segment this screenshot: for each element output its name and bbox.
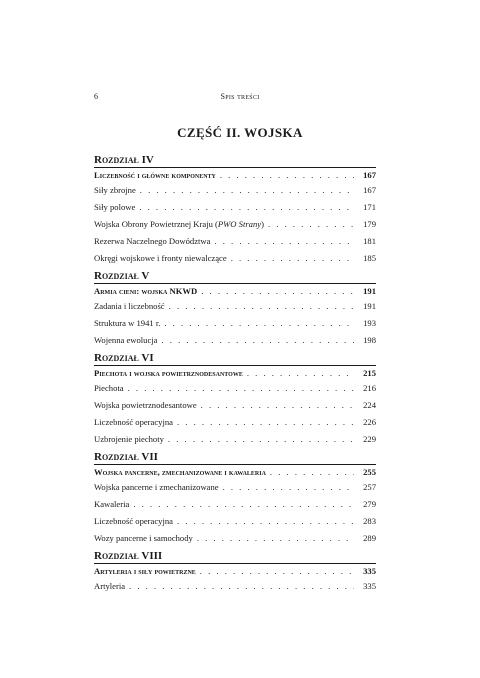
leader-dots [164, 315, 354, 332]
leader-dots [231, 250, 354, 267]
leader-dots [169, 298, 354, 315]
leader-dots [139, 199, 354, 216]
leader-dots [201, 284, 354, 298]
page-ref: 335 [363, 581, 376, 591]
leader-dots [223, 479, 354, 496]
leader-dots [133, 496, 354, 513]
chapter-heading-row[interactable] [94, 284, 376, 298]
toc-entry[interactable] [94, 414, 376, 431]
entry-title: Struktura w 1941 r. [94, 318, 161, 328]
entry-title: Siły polowe [94, 202, 136, 212]
toc-entry[interactable] [94, 513, 376, 530]
chapter-heading: Piechota i wojska powietrznodesantowe [94, 368, 243, 378]
chapter-7 [94, 451, 376, 547]
entry-title: Rezerwa Naczelnego Dowództwa [94, 236, 211, 246]
page-ref: 167 [363, 170, 376, 180]
toc-entry[interactable] [94, 578, 376, 595]
entry-title [94, 216, 264, 233]
leader-dots [168, 431, 354, 448]
chapter-heading: Artyleria i siły powietrzne [94, 566, 196, 576]
page-ref: 191 [363, 301, 376, 311]
leader-dots [268, 216, 354, 233]
leader-dots [177, 414, 354, 431]
toc-entry[interactable] [94, 298, 376, 315]
page-ref: 216 [363, 383, 376, 393]
chapter-heading: Armia cieni: wojska NKWD [94, 286, 198, 296]
toc-entry[interactable] [94, 199, 376, 216]
chapter-8 [94, 550, 376, 595]
leader-dots [247, 366, 354, 380]
toc-entry[interactable] [94, 431, 376, 448]
running-title: Spis treści [220, 92, 260, 101]
leader-dots [129, 578, 354, 595]
leader-dots [220, 168, 354, 182]
entry-title: Wojska powietrznodesantowe [94, 400, 197, 410]
entry-title: Piechota [94, 383, 124, 393]
toc-entry[interactable] [94, 182, 376, 199]
chapter-5 [94, 270, 376, 349]
toc-entry[interactable] [94, 530, 376, 547]
chapter-label: Rozdział IV [94, 154, 154, 166]
page-ref: 191 [363, 286, 376, 296]
page-ref: 198 [363, 335, 376, 345]
chapter-heading-row[interactable] [94, 366, 376, 380]
entry-title: Zadania i liczebność [94, 301, 165, 311]
page-ref: 257 [363, 482, 376, 492]
page-ref: 255 [363, 467, 376, 477]
toc-entry[interactable] [94, 250, 376, 267]
chapter-heading-row[interactable] [94, 168, 376, 182]
entry-title: Liczebność operacyjna [94, 516, 173, 526]
page-ref: 226 [363, 417, 376, 427]
entry-title: Siły zbrojne [94, 185, 136, 195]
chapter-heading: Wojska pancerne, zmechanizowane i kawaleria [94, 467, 266, 477]
entry-title: Uzbrojenie piechoty [94, 434, 164, 444]
leader-dots [128, 380, 354, 397]
chapter-heading-row[interactable] [94, 564, 376, 578]
toc-entry[interactable] [94, 216, 376, 233]
table-of-contents [94, 154, 376, 598]
leader-dots [214, 233, 354, 250]
leader-dots [197, 530, 354, 547]
entry-title: Wojenna ewolucja [94, 335, 158, 345]
leader-dots [177, 513, 354, 530]
page-ref: 224 [363, 400, 376, 410]
chapter-heading: Liczebność i główne komponenty [94, 170, 216, 180]
page-ref: 193 [363, 318, 376, 328]
leader-dots [140, 182, 354, 199]
entry-title-pre: Wojska Obrony Powietrznej Kraju ( [94, 219, 218, 229]
entry-title: Artyleria [94, 581, 126, 591]
page-ref: 335 [363, 566, 376, 576]
entry-title: Liczebność operacyjna [94, 417, 173, 427]
chapter-label: Rozdział VIII [94, 550, 163, 562]
entry-title: Wojska pancerne i zmechanizowane [94, 482, 219, 492]
entry-title: Kawaleria [94, 499, 130, 509]
leader-dots [201, 397, 354, 414]
page-ref: 171 [363, 202, 376, 212]
toc-entry[interactable] [94, 233, 376, 250]
toc-entry[interactable] [94, 479, 376, 496]
chapter-label: Rozdział VII [94, 451, 158, 463]
page-ref: 179 [363, 219, 376, 229]
page-ref: 289 [363, 533, 376, 543]
chapter-label: Rozdział VI [94, 352, 154, 364]
page-ref: 185 [363, 253, 376, 263]
part-title: CZĘŚĆ II. WOJSKA [177, 125, 303, 140]
entry-title-italic: PWO Strany [217, 219, 262, 229]
entry-title-post: ) [261, 219, 264, 229]
page-ref: 167 [363, 185, 376, 195]
page-number: 6 [94, 92, 99, 101]
leader-dots [270, 465, 354, 479]
page-ref: 283 [363, 516, 376, 526]
toc-entry[interactable] [94, 397, 376, 414]
toc-entry[interactable] [94, 315, 376, 332]
entry-title: Wozy pancerne i samochody [94, 533, 193, 543]
chapter-label: Rozdział V [94, 270, 150, 282]
chapter-heading-row[interactable] [94, 465, 376, 479]
page-ref: 181 [363, 236, 376, 246]
chapter-4 [94, 154, 376, 267]
leader-dots [162, 332, 355, 349]
toc-entry[interactable] [94, 496, 376, 513]
page-ref: 279 [363, 499, 376, 509]
page-ref: 229 [363, 434, 376, 444]
chapter-6 [94, 352, 376, 448]
toc-entry[interactable] [94, 380, 376, 397]
entry-title: Okręgi wojskowe i fronty niewalczące [94, 253, 227, 263]
page-ref: 215 [363, 368, 376, 378]
toc-entry[interactable] [94, 332, 376, 349]
leader-dots [200, 564, 354, 578]
